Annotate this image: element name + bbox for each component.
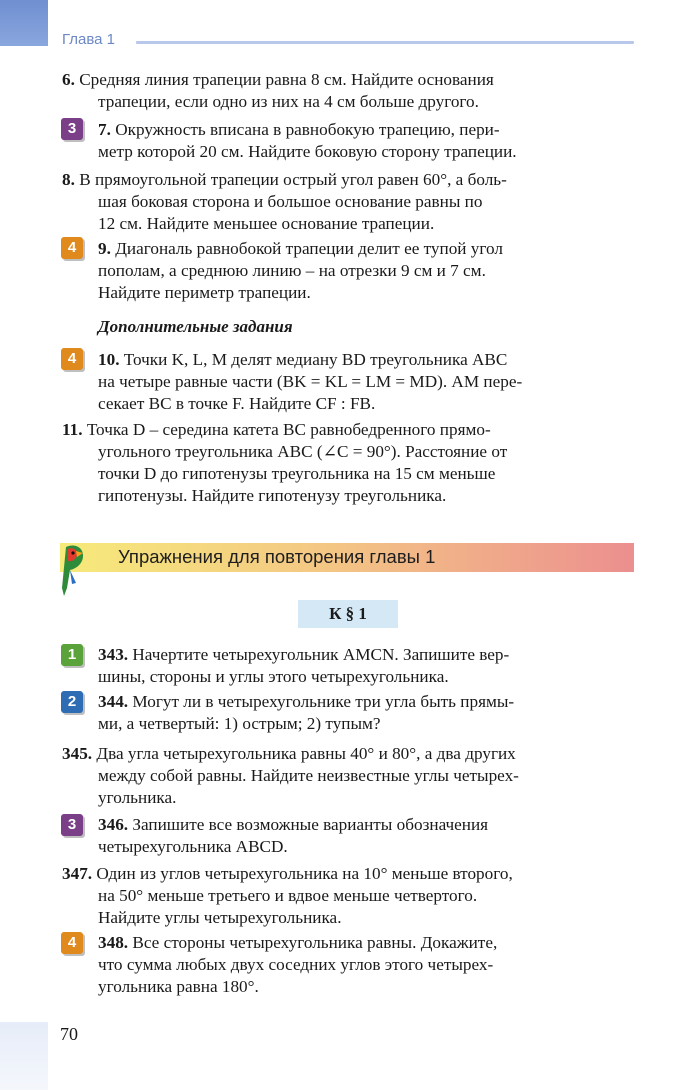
task-line: Могут ли в четырехугольнике три угла быть прямы- — [132, 692, 515, 711]
task-line: пополам, а среднюю линию – на отрезки 9 см и 7 см. — [98, 261, 486, 280]
chapter-rule — [136, 41, 634, 44]
task-line: угольника. — [98, 788, 177, 807]
task-line: между собой равны. Найдите неизвестные углы четырех- — [98, 766, 519, 785]
task-line: Точки K, L, M делят медиану BD треугольника ABC — [123, 350, 508, 369]
level-4-badge-icon: 4 — [61, 348, 83, 370]
task-line: Начертите четырехугольник AMCN. Запишите вер- — [132, 645, 510, 664]
task-line: Окружность вписана в равнобокую трапецию, пери- — [115, 120, 500, 139]
task-line: Точка D – середина катета BC равнобедренного прямо- — [86, 420, 491, 439]
page-number: 70 — [60, 1024, 78, 1044]
level-4-badge-icon: 4 — [61, 932, 83, 954]
task-346 — [62, 814, 634, 858]
task-line: Найдите углы четырехугольника. — [98, 908, 342, 927]
task-line: ми, а четвертый: 1) острым; 2) тупым? — [98, 714, 381, 733]
task-7 — [62, 119, 634, 163]
task-line: угольника равна 180°. — [98, 977, 259, 996]
task-line: В прямоугольной трапеции острый угол равен 60°, а боль- — [79, 170, 507, 189]
task-line: на четыре равные части (BK = KL = LM = MD). AM пере- — [98, 372, 523, 391]
task-number: 344. — [98, 692, 129, 711]
task-line: Средняя линия трапеции равна 8 см. Найдите основания — [79, 70, 494, 89]
task-number: 347. — [62, 864, 93, 883]
task-347 — [62, 863, 634, 929]
task-10 — [62, 349, 634, 415]
task-line: метр которой 20 см. Найдите боковую сторону трапеции. — [98, 142, 517, 161]
parrot-icon — [56, 543, 92, 597]
task-number: 11. — [62, 420, 83, 439]
task-line: трапеции, если одно из них на 4 см больше другого. — [98, 92, 479, 111]
section-label: К § 1 — [298, 600, 398, 628]
task-line: секает BC в точке F. Найдите CF : FB. — [98, 394, 376, 413]
task-line: Запишите все возможные варианты обозначения — [132, 815, 489, 834]
task-line: точки D до гипотенузы треугольника на 15 см меньше — [98, 464, 496, 483]
task-number: 343. — [98, 645, 129, 664]
level-3-badge-icon: 3 — [61, 118, 83, 140]
task-8 — [62, 169, 634, 235]
task-6 — [62, 69, 634, 113]
task-number: 6. — [62, 70, 75, 89]
chapter-corner-tab — [0, 0, 48, 46]
task-line: шая боковая сторона и большое основание равны по — [98, 192, 483, 211]
task-line: шины, стороны и углы этого четырехугольника. — [98, 667, 449, 686]
level-3-badge-icon: 3 — [61, 814, 83, 836]
task-line: четырехугольника ABCD. — [98, 837, 288, 856]
task-number: 9. — [98, 239, 111, 258]
task-345 — [62, 743, 634, 809]
task-line: что сумма любых двух соседних углов этого четырех- — [98, 955, 494, 974]
task-number: 8. — [62, 170, 75, 189]
task-line: на 50° меньше третьего и вдвое меньше четвертого. — [98, 886, 478, 905]
task-348 — [62, 932, 634, 998]
review-banner-title: Упражнения для повторения главы 1 — [118, 546, 436, 567]
level-4-badge-icon: 4 — [61, 237, 83, 259]
chapter-label: Глава 1 — [62, 31, 116, 48]
task-343 — [62, 644, 634, 688]
task-number: 10. — [98, 350, 120, 369]
level-2-badge-icon: 2 — [61, 691, 83, 713]
task-9 — [62, 238, 634, 304]
task-line: Два угла четырехугольника равны 40° и 80°, а два других — [96, 744, 516, 763]
page-corner-tab — [0, 1022, 48, 1090]
task-line: Найдите периметр трапеции. — [98, 283, 311, 302]
task-344 — [62, 691, 634, 735]
task-line: гипотенузы. Найдите гипотенузу треугольника. — [98, 486, 447, 505]
task-line: Все стороны четырехугольника равны. Докажите, — [132, 933, 498, 952]
task-line: угольного треугольника ABC (∠C = 90°). Расстояние от — [98, 442, 508, 461]
task-line: Диагональ равнобокой трапеции делит ее тупой угол — [115, 239, 503, 258]
task-number: 7. — [98, 120, 111, 139]
level-1-badge-icon: 1 — [61, 644, 83, 666]
task-number: 345. — [62, 744, 93, 763]
task-number: 346. — [98, 815, 129, 834]
task-11 — [62, 419, 634, 507]
task-line: 12 см. Найдите меньшее основание трапеции. — [98, 214, 435, 233]
task-number: 348. — [98, 933, 129, 952]
task-line: Один из углов четырехугольника на 10° меньше второго, — [96, 864, 513, 883]
additional-tasks-heading: Дополнительные задания — [98, 317, 293, 336]
